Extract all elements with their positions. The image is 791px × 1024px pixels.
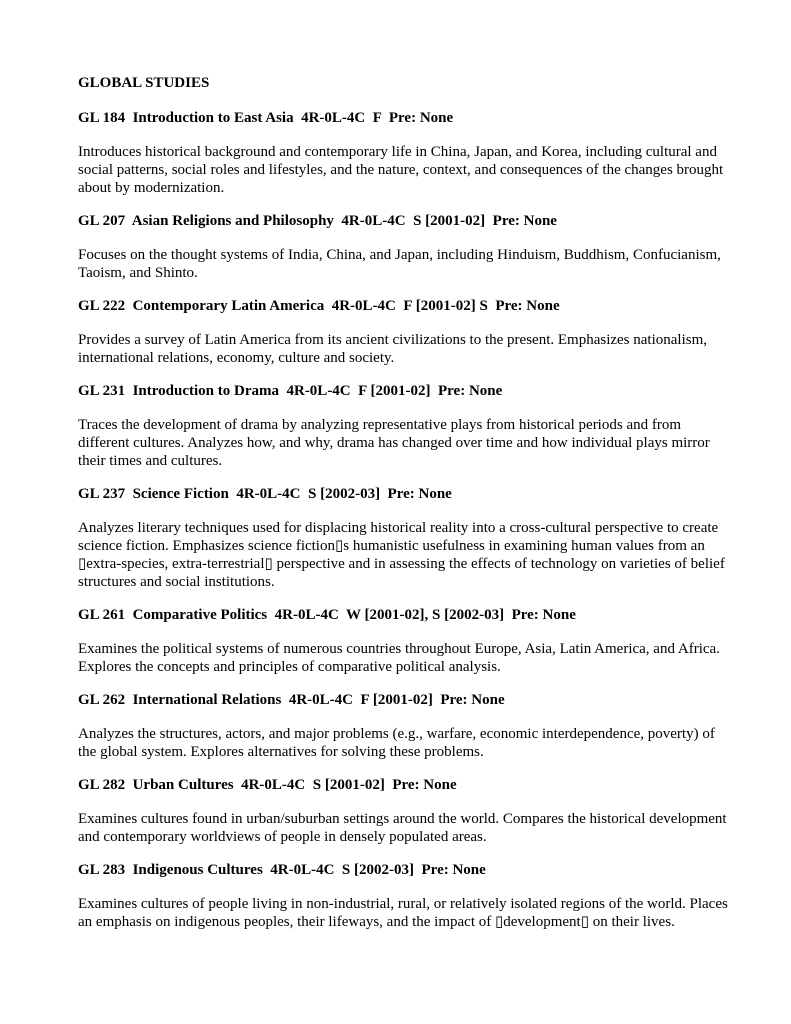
course-entry-gl-262 [78, 691, 728, 761]
course-heading: GL 222 Contemporary Latin America 4R-0L-4C F [2001-02] S Pre: None [78, 298, 560, 314]
course-heading: GL 231 Introduction to Drama 4R-0L-4C F [2001-02] Pre: None [78, 383, 503, 399]
course-description: Focuses on the thought systems of India, China, and Japan, including Hinduism, Buddhism, Confucianism, Taoism, and Shinto. [78, 247, 721, 281]
course-entry-gl-184 [78, 109, 728, 197]
course-entry-gl-222 [78, 297, 728, 367]
course-entry-gl-282 [78, 776, 728, 846]
course-heading: GL 282 Urban Cultures 4R-0L-4C S [2001-02] Pre: None [78, 777, 457, 793]
course-entry-gl-231 [78, 382, 728, 470]
course-entry-gl-237 [78, 485, 728, 591]
course-entry-gl-283 [78, 861, 728, 931]
document-title: GLOBAL STUDIES [78, 75, 210, 91]
course-description: Provides a survey of Latin America from its ancient civilizations to the present. Emphasizes nationalism, international relations, economy, culture and society. [78, 332, 708, 366]
course-description: Traces the development of drama by analyzing representative plays from historical periods and from different cultures. Analyzes how, and why, drama has changed over time and how individual plays mirror their times and cultures. [78, 417, 710, 469]
course-description: Analyzes literary techniques used for displacing historical reality into a cross-cultural perspective to create science fiction. Emphasizes science fiction▯s humanistic usefulness in examining human values from an ▯extra-species, extra-terrestrial▯ perspective and in assessing the effects of technology on varieties of belief structures and social institutions. [78, 520, 725, 590]
course-description: Introduces historical background and contemporary life in China, Japan, and Korea, including cultural and social patterns, social roles and lifestyles, and the nature, context, and consequences of the changes brought about by modernization. [78, 144, 724, 196]
course-heading: GL 237 Science Fiction 4R-0L-4C S [2002-03] Pre: None [78, 486, 452, 502]
course-heading: GL 262 International Relations 4R-0L-4C F [2001-02] Pre: None [78, 692, 505, 708]
course-heading: GL 207 Asian Religions and Philosophy 4R-0L-4C S [2001-02] Pre: None [78, 213, 557, 229]
course-description: Examines cultures found in urban/suburban settings around the world. Compares the historical development and contemporary worldviews of people in densely populated areas. [78, 811, 727, 845]
document-page [78, 74, 728, 946]
course-description: Analyzes the structures, actors, and major problems (e.g., warfare, economic interdependence, poverty) of the global system. Explores alternatives for solving these problems. [78, 726, 715, 760]
course-entry-gl-261 [78, 606, 728, 676]
course-heading: GL 283 Indigenous Cultures 4R-0L-4C S [2002-03] Pre: None [78, 862, 486, 878]
course-description: Examines the political systems of numerous countries throughout Europe, Asia, Latin America, and Africa. Explores the concepts and principles of comparative political analysis. [78, 641, 720, 675]
course-entry-gl-207 [78, 212, 728, 282]
course-description: Examines cultures of people living in non-industrial, rural, or relatively isolated regions of the world. Places an emphasis on indigenous peoples, their lifeways, and the impact of ▯development▯ on their lives. [78, 896, 728, 930]
course-heading: GL 184 Introduction to East Asia 4R-0L-4C F Pre: None [78, 110, 454, 126]
course-heading: GL 261 Comparative Politics 4R-0L-4C W [2001-02], S [2002-03] Pre: None [78, 607, 576, 623]
